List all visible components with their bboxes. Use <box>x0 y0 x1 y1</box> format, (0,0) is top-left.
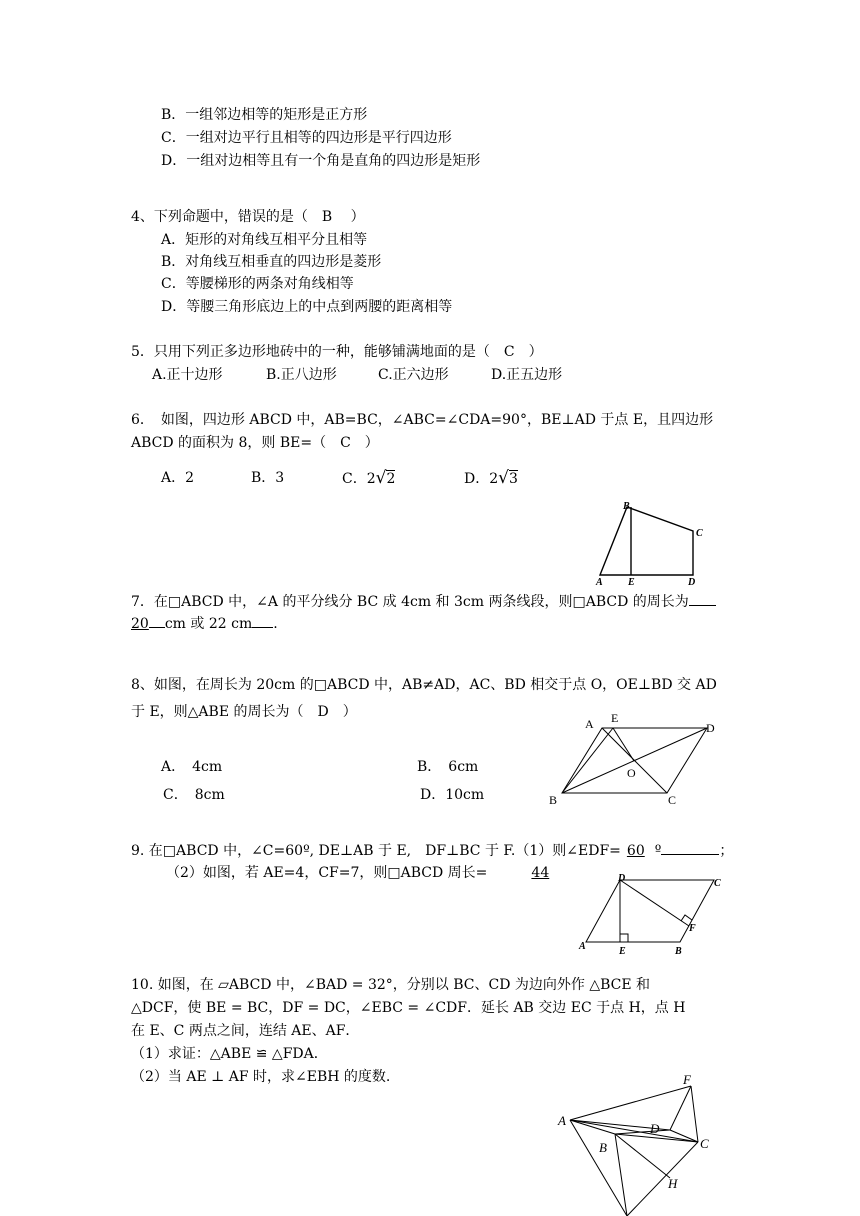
q6-quadrilateral <box>600 507 693 575</box>
q9-right-angle-f <box>681 915 692 921</box>
q10-stem-line1: 10. 如图，在 ▱ABCD 中，∠BAD = 32°，分别以 BC、CD 为边向外作 △BCE 和 <box>131 977 651 993</box>
q5-option-b: B.正八边形 <box>266 367 337 383</box>
q7-answer-20: 20 <box>131 616 149 632</box>
q3-option-c: C．一组对边平行且相等的四边形是平行四边形 <box>161 130 452 146</box>
q10-segment-bh <box>615 1134 670 1178</box>
q9-label-b: B <box>675 946 682 957</box>
q8-label-d: D <box>706 721 715 735</box>
q6-label-c: C <box>696 528 703 539</box>
q7-stem-line2: 20 cm 或 22 cm . <box>131 613 278 634</box>
q10-part1: （1）求证：△ABE ≌ △FDA． <box>131 1046 328 1062</box>
q9-answer-60: 60 <box>626 843 645 859</box>
q6-label-a: A <box>596 577 603 588</box>
q6-stem-line1: 6． 如图，四边形 ABCD 中，AB=BC，∠ABC=∠CDA=90°，BE⊥AD 于点 E，且四边形 <box>131 412 714 428</box>
q5-option-a: A.正十边形 <box>152 367 223 383</box>
q10-segment-fc <box>691 1086 698 1142</box>
q6-stem-line2: ABCD 的面积为 8，则 BE=（ C ） <box>131 435 379 451</box>
q7-stem-line1: 7．在□ABCD 中，∠A 的平分线分 BC 成 4cm 和 3cm 两条线段，则□ABCD 的周长为 <box>131 591 716 612</box>
q5-option-c: C.正六边形 <box>378 367 449 383</box>
q8-option-d: D．10cm <box>420 787 485 803</box>
q9-label-f: F <box>689 923 696 934</box>
q10-label-a: A <box>558 1113 566 1128</box>
q6-option-b: B．3 <box>251 470 285 486</box>
q8-segment-be <box>562 728 613 793</box>
q10-part2: （2）当 AE ⊥ AF 时，求∠EBH 的度数. <box>131 1069 391 1085</box>
q8-diagonal-bd <box>562 728 707 793</box>
q8-label-b: B <box>549 793 558 807</box>
q10-segment-af <box>570 1086 691 1120</box>
q8-label-o: O <box>627 766 636 780</box>
q10-segment-be <box>615 1134 627 1216</box>
q9-label-a: A <box>579 941 586 952</box>
q10-label-d: D <box>650 1121 660 1136</box>
q9-figure <box>575 870 735 960</box>
q4-option-c: C．等腰梯形的两条对角线相等 <box>161 276 354 292</box>
q4-stem: 4、下列命题中，错误的是（ B ） <box>131 209 365 225</box>
q10-segment-ac <box>570 1120 698 1142</box>
q6-label-d: D <box>688 577 696 588</box>
q10-label-f: F <box>683 1072 691 1087</box>
q10-label-h: H <box>668 1176 678 1191</box>
q10-label-c: C <box>700 1136 709 1151</box>
q9-label-d: D <box>618 873 626 884</box>
q8-label-a: A <box>585 717 594 731</box>
q8-label-e: E <box>611 711 619 725</box>
q8-label-c: C <box>668 793 677 807</box>
q8-figure <box>540 706 720 810</box>
q9-label-e: E <box>619 946 626 957</box>
q10-stem-line2: △DCF，使 BE = BC，DF = DC，∠EBC = ∠CDF．延长 AB 交边 EC 于点 H，点 H <box>131 1000 686 1016</box>
q10-label-b: B <box>599 1140 607 1155</box>
q4-option-b: B．对角线互相垂直的四边形是菱形 <box>161 254 382 270</box>
q3-option-d: D．一组对边相等且有一个角是直角的四边形是矩形 <box>161 153 481 169</box>
q9-label-c: C <box>714 878 721 889</box>
q6-option-a: A．2 <box>161 470 195 486</box>
q9-altitude-df <box>620 880 689 926</box>
q9-stem-line2: （2）如图，若 AE=4，CF=7，则□ABCD 周长= 44 <box>166 863 579 883</box>
q4-option-a: A．矩形的对角线互相平分且相等 <box>161 232 368 248</box>
q8-stem-line2: 于 E，则△ABE 的周长为（ D ） <box>131 704 357 720</box>
q8-option-b: B． 6cm <box>417 759 479 775</box>
q10-figure <box>555 1070 735 1216</box>
q5-option-d: D.正五边形 <box>491 367 563 383</box>
q8-segment-oe <box>613 728 634 761</box>
q8-option-a: A． 4cm <box>161 759 223 775</box>
q8-option-c: C． 8cm <box>163 787 225 803</box>
q10-segment-bd <box>615 1130 670 1134</box>
q9-stem-line1: 9. 在□ABCD 中，∠C=60º, DE⊥AB 于 E, DF⊥BC 于 F.（1）则∠EDF= 60 º ； <box>131 840 733 861</box>
q6-label-b: B <box>623 501 630 512</box>
q9-right-angle-e <box>620 934 628 942</box>
q9-answer-44: 44 <box>531 865 550 881</box>
q10-stem-line3: 在 E、C 两点之间，连结 AE、AF． <box>131 1023 360 1039</box>
q3-option-b: B．一组邻边相等的矩形是正方形 <box>161 107 368 123</box>
q6-figure <box>590 498 710 588</box>
q6-option-c: C．2√2 <box>342 468 396 488</box>
q6-label-e: E <box>628 577 635 588</box>
q8-stem-line1: 8、如图，在周长为 20cm 的□ABCD 中，AB≠AD，AC、BD 相交于点 O，OE⊥BD 交 AD <box>131 677 717 693</box>
q10-segment-fd <box>670 1086 691 1130</box>
q4-option-d: D．等腰三角形底边上的中点到两腰的距离相等 <box>161 299 453 315</box>
q6-option-d: D．2√3 <box>464 468 518 488</box>
q10-segment-ce <box>627 1142 698 1216</box>
q5-stem: 5．只用下列正多边形地砖中的一种，能够铺满地面的是（ C ） <box>131 344 543 360</box>
